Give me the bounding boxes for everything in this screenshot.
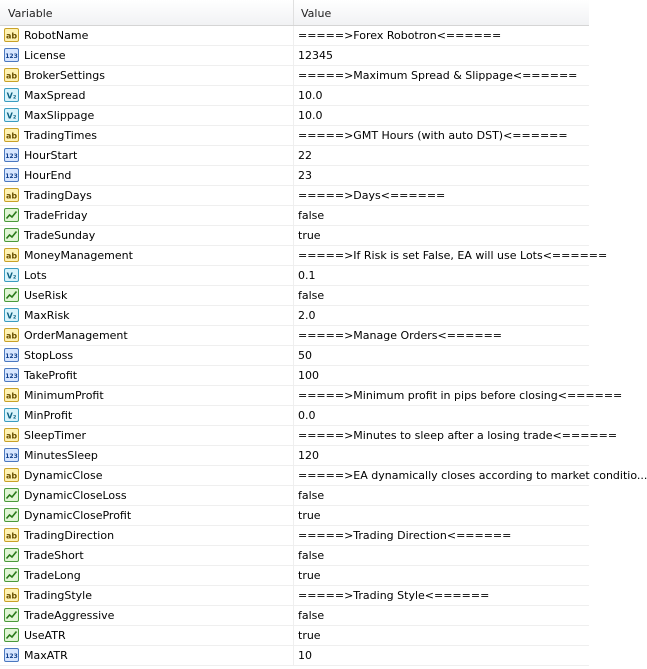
value-cell[interactable]: =====>Manage Orders<====== xyxy=(298,329,502,342)
svg-text:ab: ab xyxy=(5,31,18,41)
variable-cell xyxy=(0,426,294,445)
variable-cell xyxy=(0,486,294,505)
value-cell[interactable]: =====>If Risk is set False, EA will use Lots<====== xyxy=(298,249,608,262)
variable-name: TradingDays xyxy=(24,189,92,202)
variable-cell xyxy=(0,226,294,245)
variable-name: TradeSunday xyxy=(24,229,96,242)
integer-type-icon xyxy=(4,168,19,182)
value-cell[interactable]: 22 xyxy=(298,149,312,162)
value-column-header[interactable]: Value xyxy=(301,7,332,20)
table-row[interactable] xyxy=(0,126,589,146)
table-row[interactable] xyxy=(0,406,589,426)
value-cell[interactable]: false xyxy=(298,289,325,302)
variable-name: MaxSlippage xyxy=(24,109,95,122)
variable-cell xyxy=(0,46,294,65)
svg-text:V₂: V₂ xyxy=(6,91,17,101)
value-cell[interactable]: =====>Trading Style<====== xyxy=(298,589,490,602)
variable-name: MaxRisk xyxy=(24,309,70,322)
svg-text:ab: ab xyxy=(5,471,18,481)
variable-cell xyxy=(0,86,294,105)
value-cell[interactable]: 10.0 xyxy=(298,89,323,102)
table-row[interactable] xyxy=(0,626,589,646)
variable-name: OrderManagement xyxy=(24,329,128,342)
variable-cell xyxy=(0,466,294,485)
svg-text:123: 123 xyxy=(5,53,18,60)
variable-name: DynamicCloseProfit xyxy=(24,509,132,522)
variable-cell xyxy=(0,266,294,285)
variable-cell xyxy=(0,626,294,645)
value-cell[interactable]: 0.0 xyxy=(298,409,316,422)
variable-cell xyxy=(0,646,294,665)
value-cell[interactable]: 0.1 xyxy=(298,269,316,282)
table-row[interactable] xyxy=(0,526,589,546)
svg-text:ab: ab xyxy=(5,131,18,141)
table-row[interactable] xyxy=(0,226,589,246)
value-cell[interactable]: =====>Forex Robotron<====== xyxy=(298,29,502,42)
table-row[interactable] xyxy=(0,446,589,466)
table-row[interactable] xyxy=(0,206,589,226)
grid-body xyxy=(0,26,647,666)
integer-type-icon xyxy=(4,48,19,62)
table-row[interactable] xyxy=(0,166,589,186)
variable-cell xyxy=(0,166,294,185)
variable-name: TradeFriday xyxy=(24,209,88,222)
table-row[interactable] xyxy=(0,366,589,386)
table-row[interactable] xyxy=(0,386,623,406)
svg-text:123: 123 xyxy=(5,373,18,380)
variable-name: MinimumProfit xyxy=(24,389,104,402)
variable-cell xyxy=(0,206,294,225)
variable-cell xyxy=(0,586,294,605)
variable-name: TradingTimes xyxy=(24,129,98,142)
value-cell[interactable]: 12345 xyxy=(298,49,333,62)
table-row[interactable] xyxy=(0,566,589,586)
boolean-type-icon xyxy=(4,488,19,502)
variable-cell xyxy=(0,346,294,365)
variable-name: TradingStyle xyxy=(24,589,92,602)
variable-name: TakeProfit xyxy=(24,369,78,382)
variable-column-header[interactable]: Variable xyxy=(0,0,294,25)
variable-name: TradeAggressive xyxy=(24,609,115,622)
variable-cell xyxy=(0,306,294,325)
variable-cell xyxy=(0,606,294,625)
table-row[interactable] xyxy=(0,426,618,446)
variable-name: MoneyManagement xyxy=(24,249,133,262)
double-type-icon xyxy=(4,108,19,122)
variable-name: MaxATR xyxy=(24,649,68,662)
string-type-icon xyxy=(4,28,19,42)
integer-type-icon xyxy=(4,648,19,662)
svg-text:ab: ab xyxy=(5,71,18,81)
variable-cell xyxy=(0,146,294,165)
value-cell[interactable]: =====>GMT Hours (with auto DST)<====== xyxy=(298,129,568,142)
variable-cell xyxy=(0,186,294,205)
table-row[interactable] xyxy=(0,346,589,366)
double-type-icon xyxy=(4,308,19,322)
table-row[interactable] xyxy=(0,46,589,66)
variable-cell xyxy=(0,126,294,145)
variable-name: MaxSpread xyxy=(24,89,86,102)
table-row[interactable] xyxy=(0,466,647,486)
value-cell[interactable]: 2.0 xyxy=(298,309,316,322)
value-cell[interactable]: false xyxy=(298,549,325,562)
svg-text:ab: ab xyxy=(5,331,18,341)
svg-text:V₂: V₂ xyxy=(6,271,17,281)
table-row[interactable] xyxy=(0,266,589,286)
value-cell[interactable]: =====>EA dynamically closes according to market conditio... xyxy=(298,469,647,482)
table-row[interactable] xyxy=(0,146,589,166)
svg-text:ab: ab xyxy=(5,431,18,441)
variable-cell xyxy=(0,286,294,305)
double-type-icon xyxy=(4,408,19,422)
svg-text:V₂: V₂ xyxy=(6,311,17,321)
variable-name: BrokerSettings xyxy=(24,69,105,82)
boolean-type-icon xyxy=(4,288,19,302)
table-row[interactable] xyxy=(0,326,589,346)
table-row[interactable] xyxy=(0,586,589,606)
integer-type-icon xyxy=(4,448,19,462)
variable-name: HourStart xyxy=(24,149,78,162)
boolean-type-icon xyxy=(4,628,19,642)
variable-cell xyxy=(0,326,294,345)
boolean-type-icon xyxy=(4,568,19,582)
value-cell[interactable]: 10.0 xyxy=(298,109,323,122)
variable-cell xyxy=(0,546,294,565)
svg-text:123: 123 xyxy=(5,153,18,160)
table-row[interactable] xyxy=(0,186,589,206)
boolean-type-icon xyxy=(4,208,19,222)
integer-type-icon xyxy=(4,368,19,382)
variable-cell xyxy=(0,106,294,125)
variable-name: MinutesSleep xyxy=(24,449,98,462)
variable-name: SleepTimer xyxy=(24,429,86,442)
variable-name: License xyxy=(24,49,66,62)
string-type-icon xyxy=(4,188,19,202)
table-row[interactable] xyxy=(0,306,589,326)
variable-cell xyxy=(0,446,294,465)
variable-cell xyxy=(0,506,294,525)
svg-text:ab: ab xyxy=(5,591,18,601)
table-row[interactable] xyxy=(0,486,589,506)
table-row[interactable] xyxy=(0,646,589,666)
boolean-type-icon xyxy=(4,608,19,622)
variable-cell xyxy=(0,246,294,265)
variable-name: DynamicClose xyxy=(24,469,103,482)
value-cell[interactable]: 120 xyxy=(298,449,319,462)
string-type-icon xyxy=(4,528,19,542)
value-cell[interactable]: false xyxy=(298,609,325,622)
value-cell[interactable]: false xyxy=(298,209,325,222)
table-row[interactable] xyxy=(0,106,589,126)
table-row[interactable] xyxy=(0,546,589,566)
svg-text:ab: ab xyxy=(5,531,18,541)
svg-text:123: 123 xyxy=(5,653,18,660)
integer-type-icon xyxy=(4,148,19,162)
value-cell[interactable]: 100 xyxy=(298,369,319,382)
variable-cell xyxy=(0,366,294,385)
value-cell[interactable]: true xyxy=(298,509,321,522)
value-cell[interactable]: =====>Minimum profit in pips before closing<====== xyxy=(298,389,623,402)
variable-name: TradeLong xyxy=(24,569,81,582)
string-type-icon xyxy=(4,128,19,142)
string-type-icon xyxy=(4,588,19,602)
svg-text:ab: ab xyxy=(5,251,18,261)
variable-name: UseRisk xyxy=(24,289,68,302)
table-row[interactable] xyxy=(0,506,589,526)
value-cell[interactable]: 50 xyxy=(298,349,312,362)
value-cell[interactable]: 23 xyxy=(298,169,312,182)
value-cell[interactable]: =====>Trading Direction<====== xyxy=(298,529,512,542)
string-type-icon xyxy=(4,468,19,482)
table-row[interactable] xyxy=(0,66,589,86)
svg-text:ab: ab xyxy=(5,391,18,401)
variable-cell xyxy=(0,386,294,405)
value-cell[interactable]: 10 xyxy=(298,649,312,662)
integer-type-icon xyxy=(4,348,19,362)
table-row[interactable] xyxy=(0,286,589,306)
svg-text:123: 123 xyxy=(5,453,18,460)
variable-name: HourEnd xyxy=(24,169,72,182)
value-cell[interactable]: =====>Minutes to sleep after a losing trade<====== xyxy=(298,429,618,442)
value-cell[interactable]: true xyxy=(298,569,321,582)
string-type-icon xyxy=(4,328,19,342)
variable-name: Lots xyxy=(24,269,47,282)
variable-name: TradeShort xyxy=(24,549,84,562)
value-cell[interactable]: true xyxy=(298,229,321,242)
grid-header xyxy=(0,0,589,26)
table-row[interactable] xyxy=(0,86,589,106)
variable-cell xyxy=(0,406,294,425)
value-cell[interactable]: false xyxy=(298,489,325,502)
boolean-type-icon xyxy=(4,508,19,522)
variable-name: TradingDirection xyxy=(24,529,115,542)
svg-text:V₂: V₂ xyxy=(6,411,17,421)
variable-name: MinProfit xyxy=(24,409,73,422)
string-type-icon xyxy=(4,248,19,262)
table-row[interactable] xyxy=(0,26,589,46)
variable-cell xyxy=(0,566,294,585)
value-cell[interactable]: =====>Maximum Spread & Slippage<====== xyxy=(298,69,578,82)
table-row[interactable] xyxy=(0,246,608,266)
double-type-icon xyxy=(4,88,19,102)
variable-cell xyxy=(0,26,294,45)
svg-text:123: 123 xyxy=(5,173,18,180)
value-cell[interactable]: true xyxy=(298,629,321,642)
table-row[interactable] xyxy=(0,606,589,626)
variable-name: RobotName xyxy=(24,29,89,42)
variable-name: StopLoss xyxy=(24,349,74,362)
boolean-type-icon xyxy=(4,548,19,562)
variable-cell xyxy=(0,526,294,545)
boolean-type-icon xyxy=(4,228,19,242)
svg-text:V₂: V₂ xyxy=(6,111,17,121)
variable-name: UseATR xyxy=(24,629,66,642)
svg-text:123: 123 xyxy=(5,353,18,360)
string-type-icon xyxy=(4,388,19,402)
variable-name: DynamicCloseLoss xyxy=(24,489,127,502)
value-cell[interactable]: =====>Days<====== xyxy=(298,189,446,202)
string-type-icon xyxy=(4,428,19,442)
double-type-icon xyxy=(4,268,19,282)
variable-cell xyxy=(0,66,294,85)
string-type-icon xyxy=(4,68,19,82)
svg-text:ab: ab xyxy=(5,191,18,201)
